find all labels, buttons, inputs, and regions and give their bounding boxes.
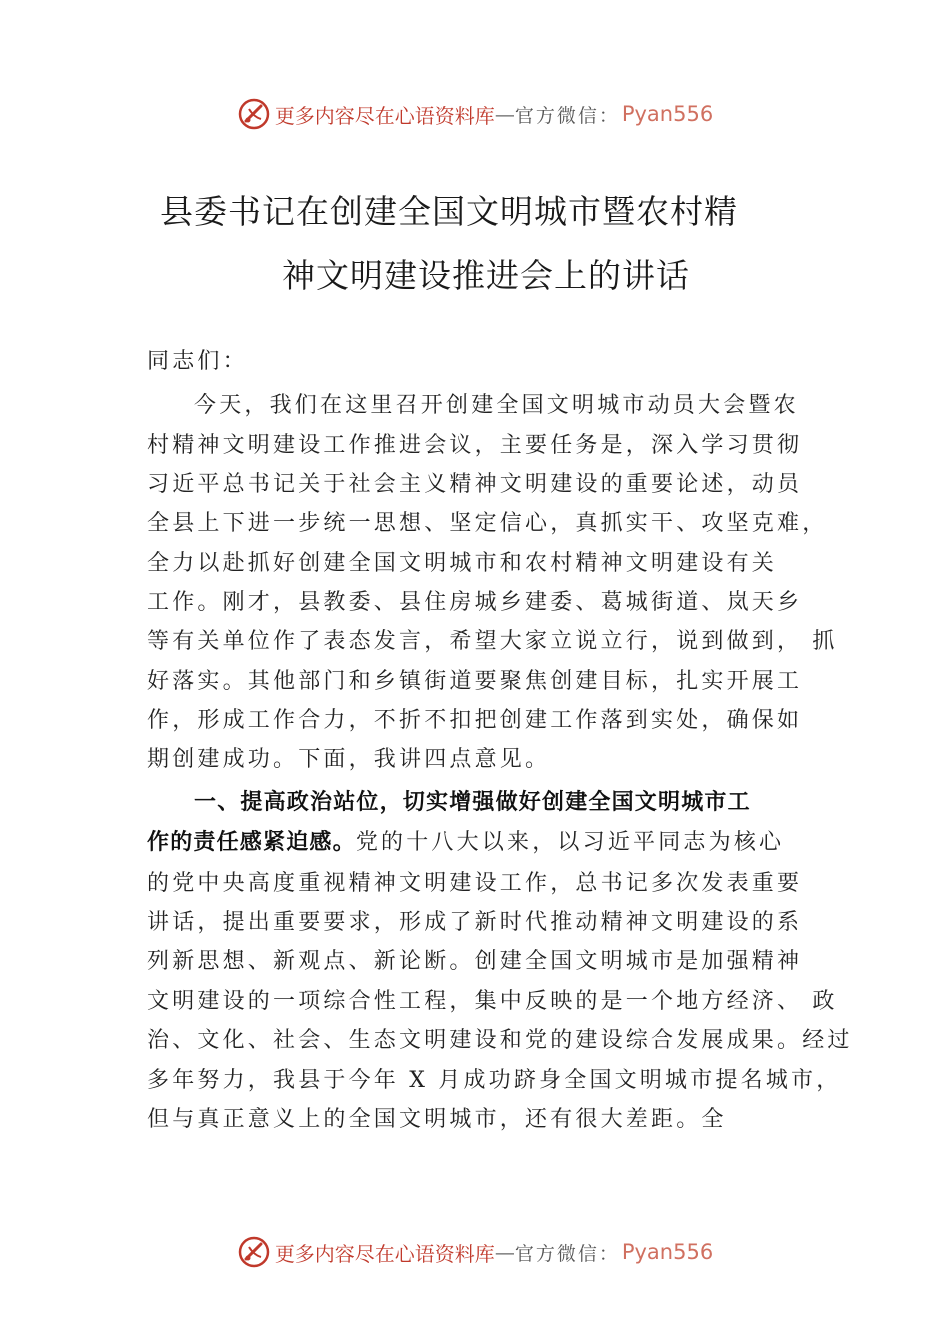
paragraph-text: 党的十八大以来，以习近平同志为核心 [355,830,785,855]
paragraph-line: 但与真正意义上的全国文明城市，还有很大差距。全 [147,1107,727,1132]
paragraph-line: 治、文化、社会、生态文明建设和党的建设综合发展成果。经过 [147,1028,853,1053]
paragraph-line: 多年努力，我县于今年 X 月成功跻身全国文明城市提名城市， [147,1068,842,1093]
banner-separator: — [494,102,515,126]
paragraph-line: 讲话，提出重要要求，形成了新时代推动精神文明建设的系 [147,910,803,935]
section-heading: 一、提高政治站位，切实增强做好创建全国文明城市工 [194,790,751,815]
salutation: 同志们： [147,349,248,374]
paragraph-line: 等有关单位作了表态发言，希望大家立说立行，说到做到， 抓 [147,629,838,654]
logo-icon [237,97,271,131]
paragraph-line: 村精神文明建设工作推进会议，主要任务是，深入学习贯彻 [147,433,803,458]
banner-brand: 更多内容尽在心语资料库 [274,1241,495,1266]
logo-icon [237,1235,271,1269]
paragraph-line: 好落实。其他部门和乡镇街道要聚焦创建目标，扎实开展工 [147,669,803,694]
paragraph-line: 今天，我们在这里召开创建全国文明城市动员大会暨农 [194,393,799,418]
page-title-line-1: 县委书记在创建全国文明城市暨农村精 [160,192,738,231]
page-title-line-2: 神文明建设推进会上的讲话 [282,256,690,295]
footer-banner [0,1232,950,1272]
banner-wechat-id: Pyan556 [621,102,714,126]
paragraph-line: 期创建成功。下面，我讲四点意见。 [147,747,551,772]
banner-wechat-id: Pyan556 [621,1240,714,1264]
paragraph-line: 全县上下进一步统一思想、坚定信心，真抓实干、攻坚克难， [147,511,828,536]
paragraph-line: 习近平总书记关于社会主义精神文明建设的重要论述，动员 [147,472,803,497]
banner-brand: 更多内容尽在心语资料库 [274,103,495,128]
banner-label: 官方微信： [514,1242,620,1265]
paragraph-line: 文明建设的一项综合性工程，集中反映的是一个地方经济、 政 [147,989,838,1014]
paragraph-line: 作，形成工作合力，不折不扣把创建工作落到实处，确保如 [147,708,803,733]
paragraph-line: 工作。刚才，县教委、县住房城乡建委、葛城街道、岚天乡 [147,590,803,615]
paragraph-line [147,825,784,856]
section-heading-continued: 作的责任感紧迫感。 [147,830,356,855]
paragraph-line: 全力以赴抓好创建全国文明城市和农村精神文明建设有关 [147,551,778,576]
banner-label: 官方微信： [514,104,620,127]
paragraph-line: 列新思想、新观点、新论断。创建全国文明城市是加强精神 [147,949,803,974]
banner-separator: — [494,1240,515,1264]
header-banner [0,94,950,134]
paragraph-line: 的党中央高度重视精神文明建设工作，总书记多次发表重要 [147,871,803,896]
